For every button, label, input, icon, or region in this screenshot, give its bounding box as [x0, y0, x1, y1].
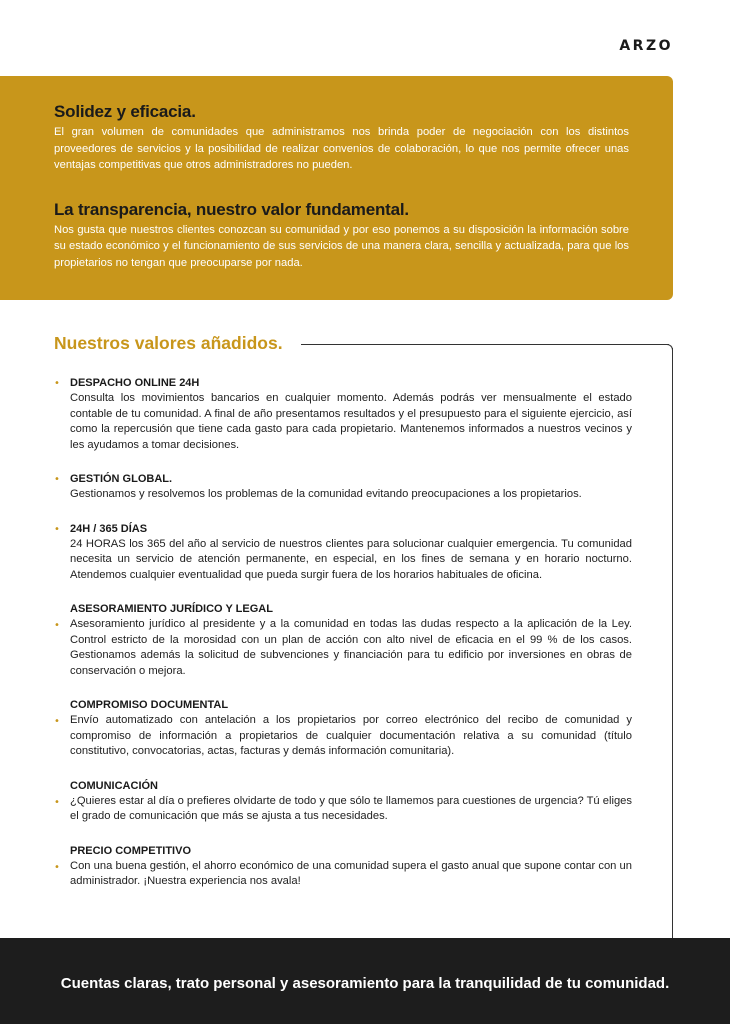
bullet-icon: • [54, 716, 60, 727]
list-item [54, 602, 632, 679]
value-text: ¿Quieres estar al día o prefieres olvidarte de todo y que sólo te llamemos para cuestiones de urgencia? Tú eliges el grado de comunicación que más se ajusta a tus necesidades. [70, 794, 632, 822]
bullet-icon: • [54, 378, 60, 389]
value-title: ASESORAMIENTO JURÍDICO Y LEGAL [70, 603, 273, 615]
value-text: Gestionamos y resolvemos los problemas de la comunidad evitando preocupaciones a los propietarios. [70, 488, 582, 500]
footer-slogan: Cuentas claras, trato personal y asesoramiento para la tranquilidad de tu comunidad. [60, 974, 670, 992]
value-text: 24 HORAS los 365 del año al servicio de nuestros clientes para solucionar cualquier emergencia. Tu comunidad necesita un servicio de atención permanente, en especial, en los fines de semana y en horario nocturno. Atendemos cualquier eventualidad que pueda surgir fuera de los horarios habituales de oficina. [70, 537, 632, 581]
bullet-icon: • [54, 620, 60, 631]
value-title: COMUNICACIÓN [70, 779, 158, 792]
footer-banner [0, 938, 730, 1024]
intro-text-transparencia: Nos gusta que nuestros clientes conozcan su comunidad y por eso ponemos a su disposición la información sobre su estado económico y el funcionamiento de sus servicios de una manera clara, sencilla y actualizada, para que los propietarios no tengan que preocuparse por nada. [54, 223, 629, 269]
value-text: Consulta los movimientos bancarios en cualquier momento. Además podrás ver mensualmente el estado contable de tu comunidad. A final de año presentamos resultados y el presupuesto para el siguiente ejercicio, así como la repercusión que tiene cada gasto para cada propietario. Mantenemos informados a nuestros vecinos y les ayudamos a tomar decisiones. [70, 392, 632, 451]
bullet-icon: • [54, 861, 60, 873]
bullet-icon: • [54, 796, 60, 808]
values-list [54, 376, 632, 909]
value-title: COMPROMISO DOCUMENTAL [70, 699, 229, 711]
frame-divider-vertical [672, 348, 673, 938]
values-section-title: Nuestros valores añadidos. [54, 333, 283, 353]
arzo-logo: ARZO [619, 38, 673, 54]
intro-title-transparencia: La transparencia, nuestro valor fundamental. [54, 199, 409, 219]
list-item [54, 844, 632, 890]
intro-panel [0, 76, 673, 300]
value-text: Asesoramiento jurídico al presidente y a la comunidad en todas las dudas respecto a la aplicación de la Ley. Control estricto de la morosidad con un plan de acción con alto nivel de eficacia en el 99 % de los casos. Gestionamos además la solicitud de subvenciones y financiación para tu edificio por inversiones en obras de conservación o mejora. [70, 618, 632, 677]
list-item [54, 522, 632, 584]
bullet-icon: • [54, 523, 60, 535]
list-item [54, 698, 632, 760]
value-text: Envío automatizado con antelación a los propietarios por correo electrónico del recibo de comunidad y compromiso de información a propietarios de cualquier documentación relativa a su comunidad (título constitutivo, convocatorias, actas, facturas y demás información comunitaria). [70, 714, 632, 757]
list-item [54, 779, 632, 825]
intro-title-solidez: Solidez y eficacia. [54, 102, 196, 121]
value-text: Con una buena gestión, el ahorro económico de una comunidad supera el gasto anual que supone contar con un administrador. ¡Nuestra experiencia nos avala! [70, 859, 632, 887]
intro-text-solidez: El gran volumen de comunidades que administramos nos brinda poder de negociación con los distintos proveedores de servicios y la posibilidad de realizar convenios de colaboración, lo que nos permite ofrecer unas ventajas competitivas que otros administradores no pueden. [54, 126, 629, 171]
list-item [54, 472, 632, 503]
list-item [54, 376, 632, 453]
value-title: GESTIÓN GLOBAL. [70, 473, 173, 485]
value-title: PRECIO COMPETITIVO [70, 844, 192, 857]
value-title: DESPACHO ONLINE 24H [70, 377, 200, 389]
frame-divider-horizontal [301, 344, 669, 345]
bullet-icon: • [54, 474, 60, 485]
value-title: 24H / 365 DÍAS [70, 522, 148, 535]
